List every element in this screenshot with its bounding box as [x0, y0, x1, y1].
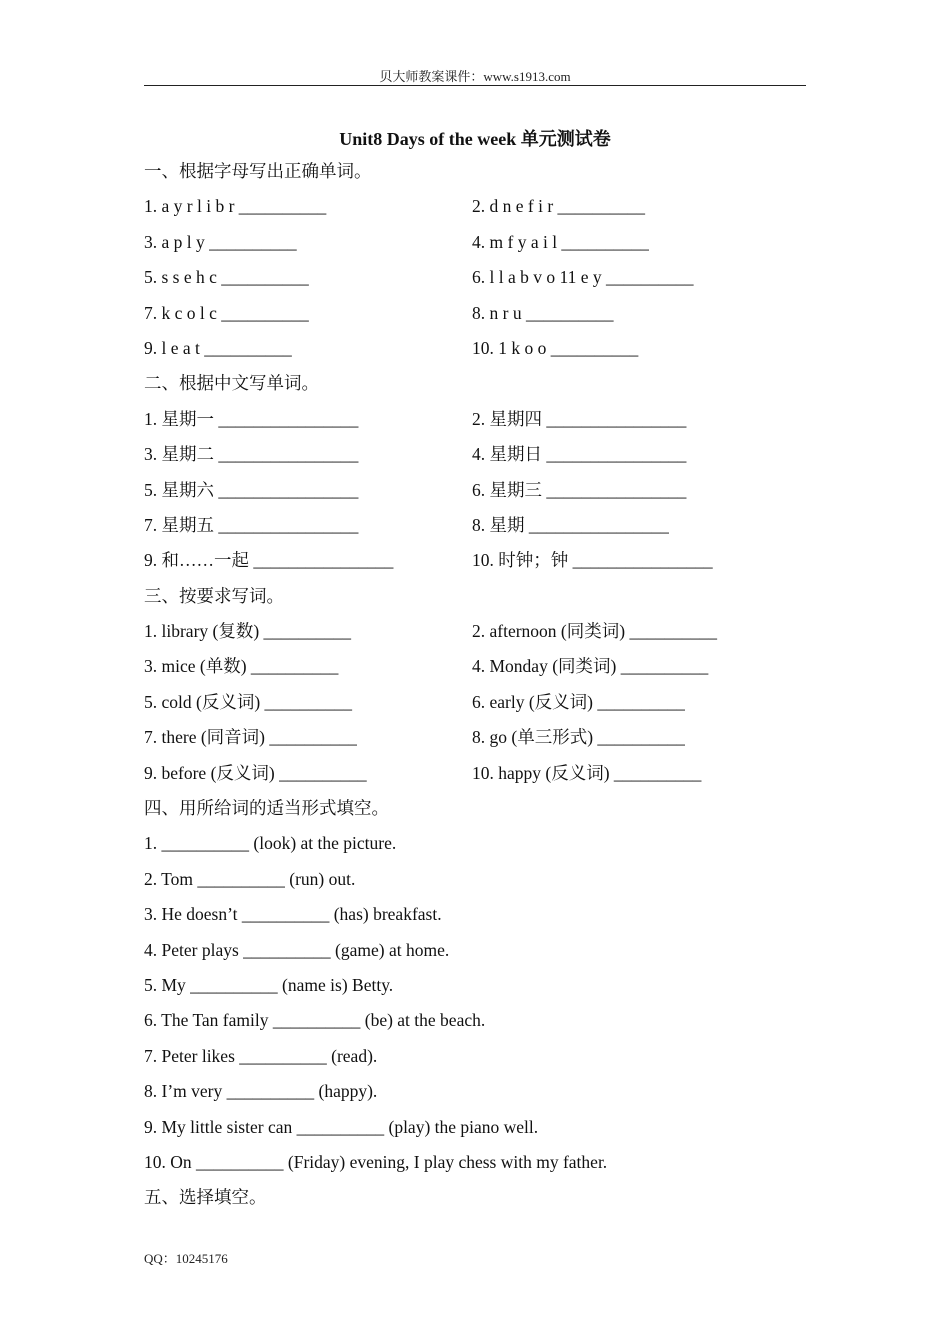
question: 1. a y r l i b r __________	[144, 196, 327, 217]
question: 5. My __________ (name is) Betty.	[144, 974, 394, 995]
question: 5. 星期六 ________________	[144, 479, 359, 500]
question-row	[144, 756, 806, 791]
question: 7. k c o l c __________	[144, 302, 309, 323]
question: 7. there (同音词) __________	[144, 727, 357, 748]
question-row	[144, 614, 806, 649]
question: 2. 星期四 ________________	[472, 408, 687, 429]
header-divider	[144, 85, 806, 86]
question: 3. He doesn’t __________ (has) breakfast.	[144, 904, 442, 925]
question: 7. 星期五 ________________	[144, 514, 359, 535]
question: 4. Monday (同类词) __________	[472, 656, 709, 677]
question: 6. early (反义词) __________	[472, 691, 685, 712]
question-row	[144, 296, 806, 331]
question: 6. The Tan family __________ (be) at the beach.	[144, 1010, 486, 1031]
question: 6. 星期三 ________________	[472, 479, 687, 500]
worksheet-body	[144, 154, 806, 1216]
question: 2. afternoon (同类词) __________	[472, 621, 717, 642]
page-title: Unit8 Days of the week 单元测试卷	[339, 129, 611, 149]
question-row	[144, 260, 806, 295]
question: 9. My little sister can __________ (play) the piano well.	[144, 1116, 539, 1137]
question: 2. Tom __________ (run) out.	[144, 868, 356, 889]
question-row	[144, 649, 806, 684]
section-heading: 四、用所给词的适当形式填空。	[144, 798, 389, 819]
question: 7. Peter likes __________ (read).	[144, 1045, 378, 1066]
question-row	[144, 473, 806, 508]
question: 3. mice (单数) __________	[144, 656, 339, 677]
question: 4. 星期日 ________________	[472, 444, 687, 465]
question: 8. I’m very __________ (happy).	[144, 1081, 378, 1102]
question: 1. library (复数) __________	[144, 621, 352, 642]
question: 8. go (单三形式) __________	[472, 727, 685, 748]
question: 10. 时钟；钟 ________________	[472, 550, 713, 571]
question: 5. s s e h c __________	[144, 267, 309, 288]
question-row	[144, 402, 806, 437]
question: 10. 1 k o o __________	[472, 337, 639, 358]
section-heading: 二、根据中文写单词。	[144, 373, 319, 394]
question-row	[144, 685, 806, 720]
question-row	[144, 437, 806, 472]
question: 9. 和……一起 ________________	[144, 550, 394, 571]
question: 2. d n e f i r __________	[472, 196, 646, 217]
question: 9. l e a t __________	[144, 337, 292, 358]
question: 6. l l a b v o 11 e y __________	[472, 267, 694, 288]
question: 8. 星期 ________________	[472, 514, 669, 535]
question-row	[144, 508, 806, 543]
question: 3. 星期二 ________________	[144, 444, 359, 465]
question: 1. __________ (look) at the picture.	[144, 833, 397, 854]
page-header: 贝大师教案课件：www.s1913.com	[379, 69, 571, 84]
section-heading: 一、根据字母写出正确单词。	[144, 161, 372, 181]
question: 4. m f y a i l __________	[472, 231, 649, 252]
section-heading: 五、选择填空。	[144, 1187, 267, 1208]
question: 9. before (反义词) __________	[144, 762, 367, 783]
question-row	[144, 225, 806, 260]
question: 10. happy (反义词) __________	[472, 762, 702, 783]
question: 8. n r u __________	[472, 302, 614, 323]
question: 10. On __________ (Friday) evening, I play chess with my father.	[144, 1151, 608, 1172]
question: 5. cold (反义词) __________	[144, 691, 353, 712]
question-row	[144, 189, 806, 224]
question: 3. a p l y __________	[144, 231, 297, 252]
question-row	[144, 720, 806, 755]
section-heading: 三、按要求写词。	[144, 585, 284, 606]
question-row	[144, 543, 806, 578]
question-row	[144, 331, 806, 366]
question: 4. Peter plays __________ (game) at home.	[144, 939, 450, 960]
question: 1. 星期一 ________________	[144, 408, 359, 429]
page-footer: QQ：10245176	[144, 1251, 228, 1266]
